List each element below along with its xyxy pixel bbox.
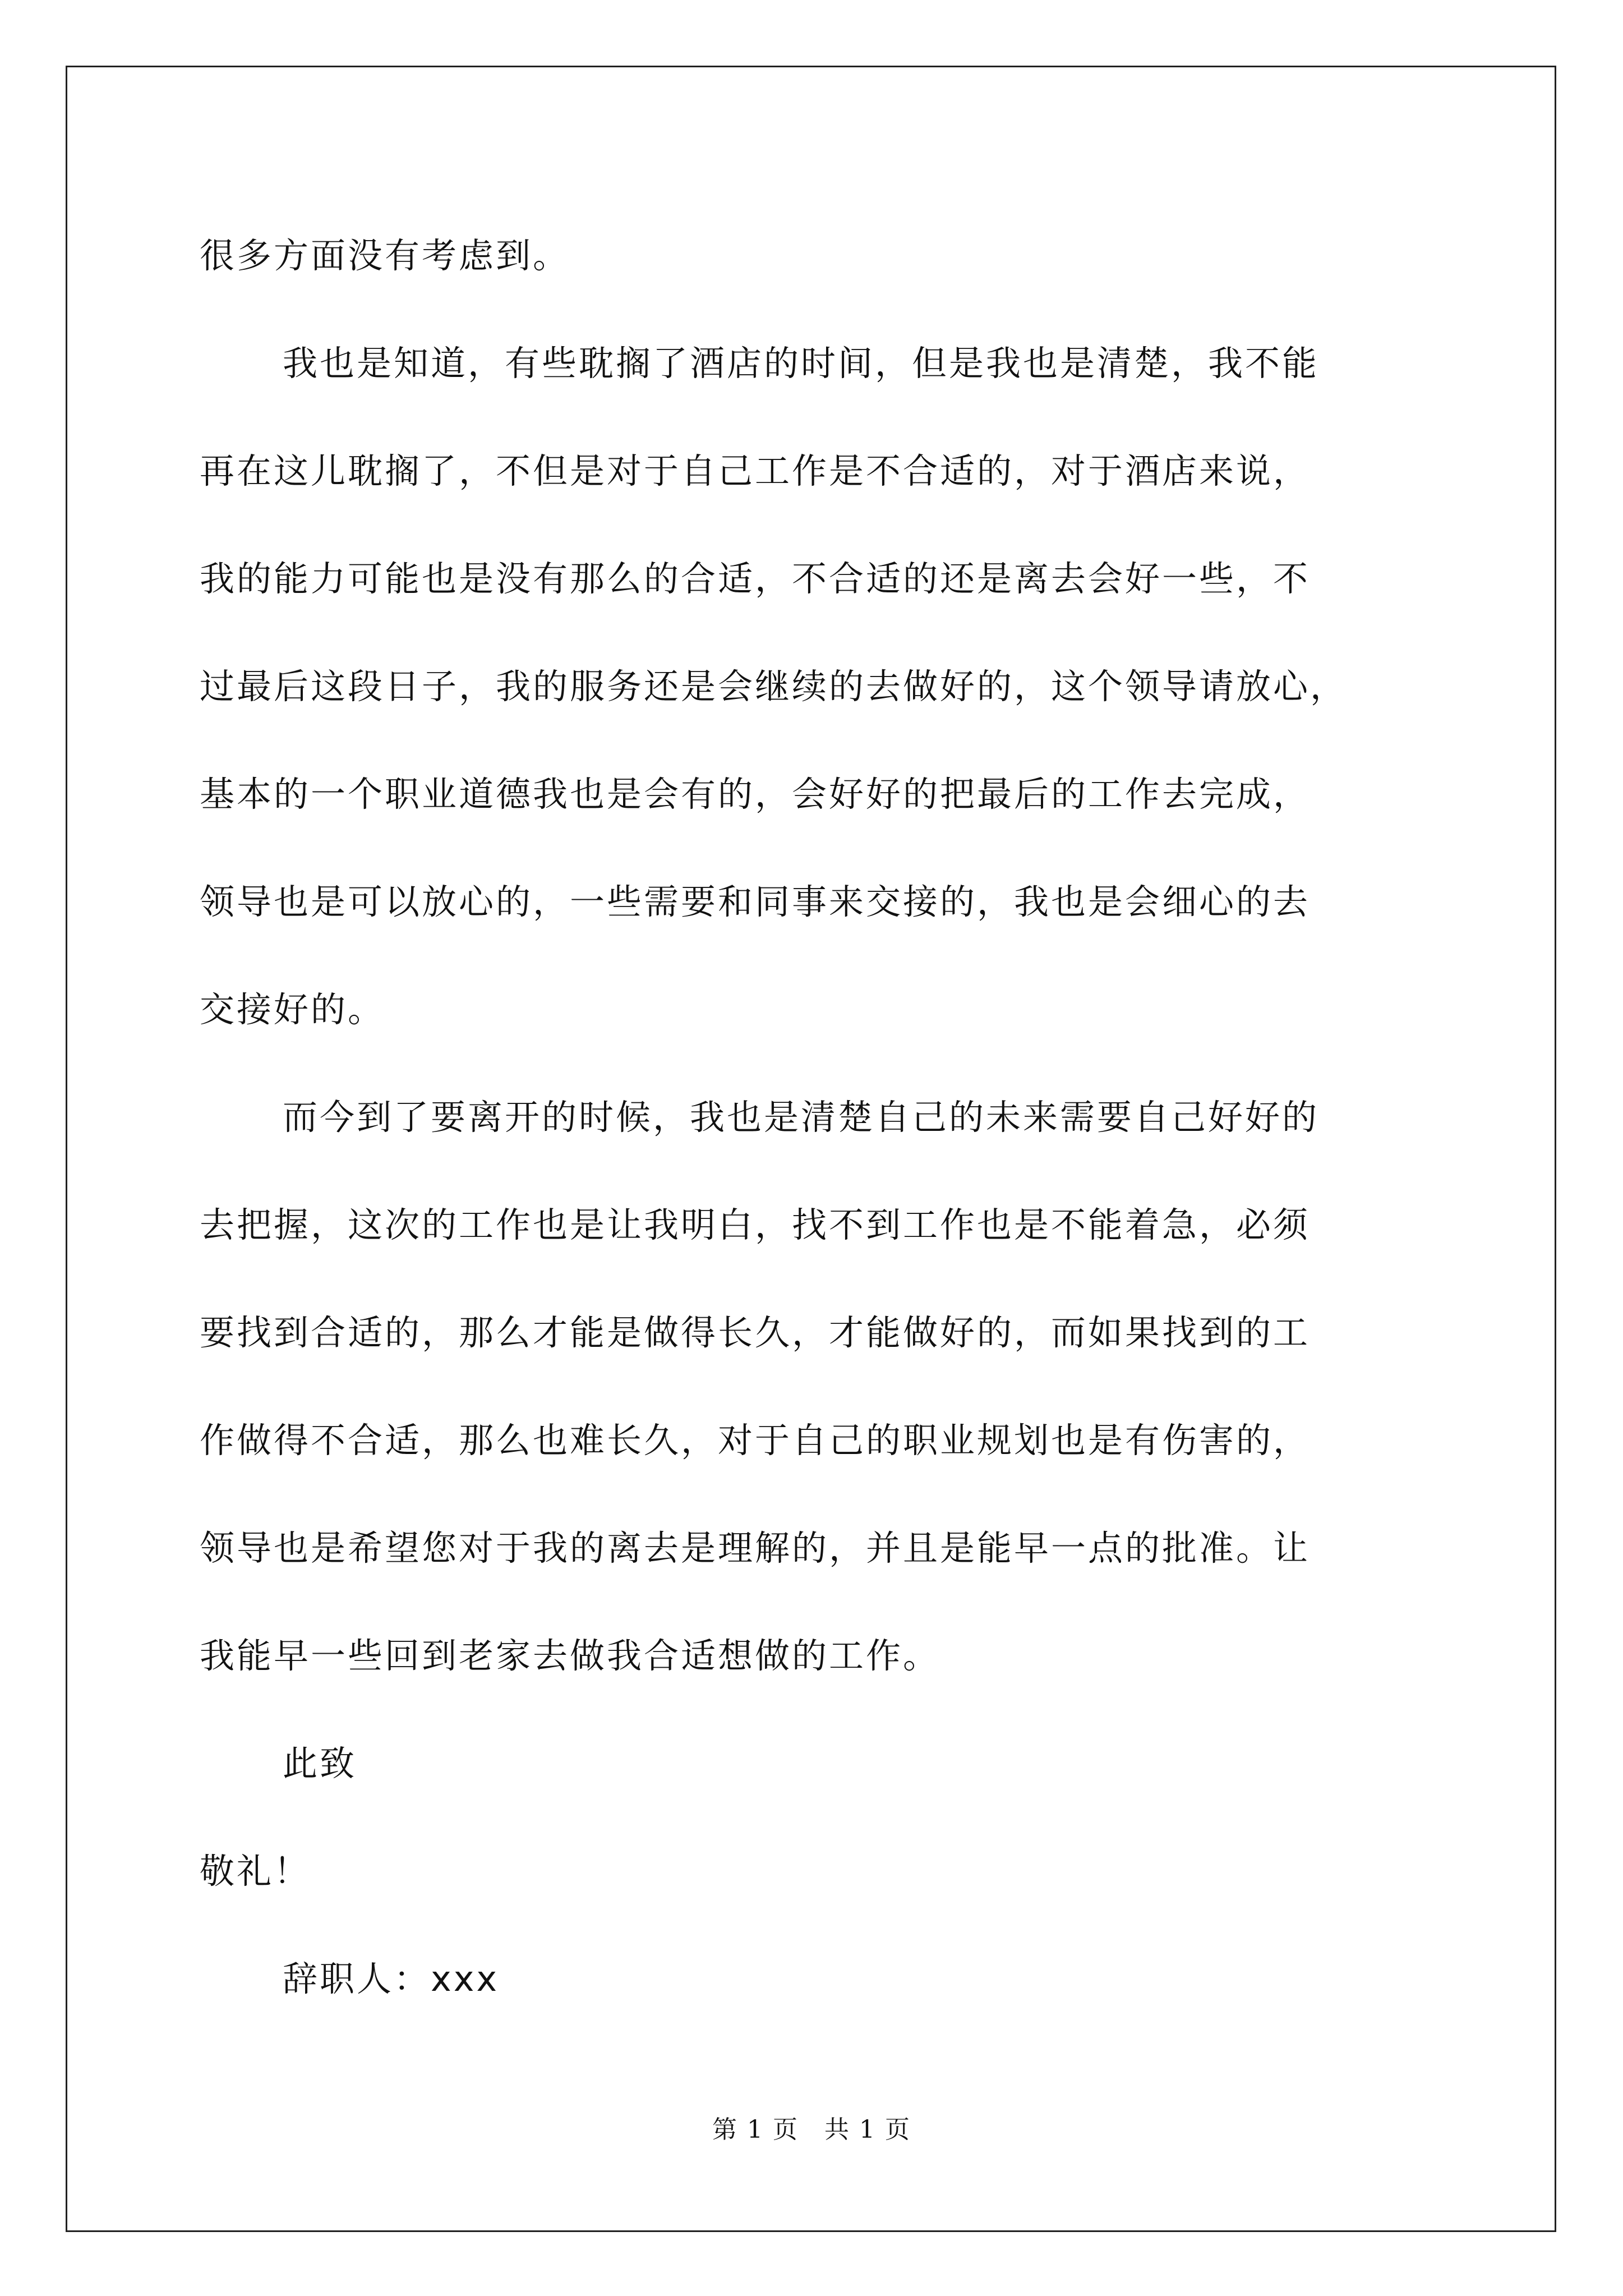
text-line: 去把握，这次的工作也是让我明白，找不到工作也是不能着急，必须 <box>200 1204 1311 1245</box>
text-line: 我也是知道，有些耽搁了酒店的时间，但是我也是清楚，我不能 <box>283 343 1320 384</box>
page-number: 第 1 页 <box>712 2115 799 2144</box>
text-line: 领导也是可以放心的，一些需要和同事来交接的，我也是会细心的去 <box>200 881 1311 922</box>
closing-regards: 敬礼！ <box>200 1851 311 1892</box>
text-line: 很多方面没有考虑到。 <box>200 235 570 276</box>
text-line: 领导也是希望您对于我的离去是理解的，并且是能早一点的批准。让 <box>200 1527 1311 1568</box>
text-line: 交接好的。 <box>200 989 385 1030</box>
page-footer <box>0 2109 1623 2145</box>
text-line: 过最后这段日子，我的服务还是会继续的去做好的，这个领导请放心， <box>200 666 1348 707</box>
text-line: 基本的一个职业道德我也是会有的，会好好的把最后的工作去完成， <box>200 774 1311 815</box>
text-line: 再在这儿耽搁了，不但是对于自己工作是不合适的，对于酒店来说， <box>200 450 1311 491</box>
letter-body <box>200 202 1473 2033</box>
page-total: 共 1 页 <box>824 2115 911 2144</box>
signature-line: 辞职人：xxx <box>283 1958 500 1999</box>
text-line: 而今到了要离开的时候，我也是清楚自己的未来需要自己好好的 <box>283 1097 1320 1138</box>
text-line: 要找到合适的，那么才能是做得长久，才能做好的，而如果找到的工 <box>200 1312 1311 1353</box>
text-line: 作做得不合适，那么也难长久，对于自己的职业规划也是有伤害的， <box>200 1420 1311 1461</box>
closing-salutation: 此致 <box>283 1743 357 1784</box>
text-line: 我的能力可能也是没有那么的合适，不合适的还是离去会好一些，不 <box>200 558 1311 599</box>
text-line: 我能早一些回到老家去做我合适想做的工作。 <box>200 1635 940 1676</box>
